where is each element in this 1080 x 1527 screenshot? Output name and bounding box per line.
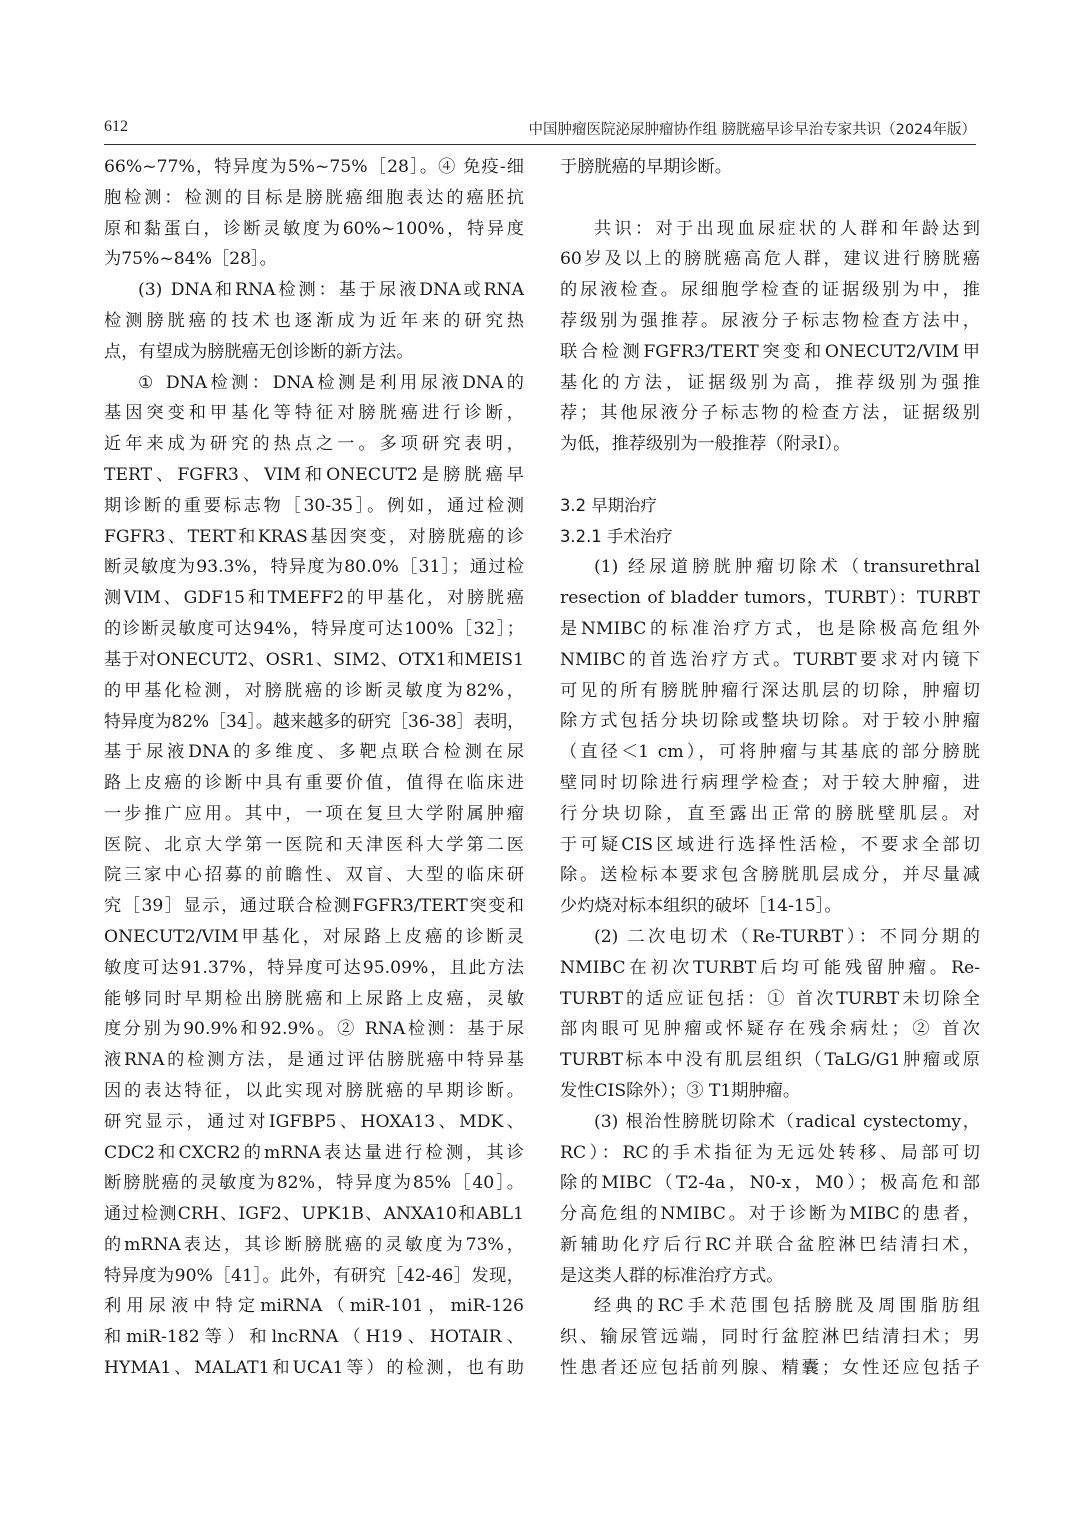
text-line: ① DNA检测：DNA检测是利用尿液DNA的	[138, 372, 524, 393]
text-line: (3) DNA和RNA检测：基于尿液DNA或RNA	[138, 280, 524, 301]
text-line: 一步推广应用。其中，一项在复旦大学附属肿瘤	[104, 803, 524, 824]
text-line: 通过检测CRH、IGF2、UPK1B、ANXA10和ABL1	[104, 1204, 524, 1225]
text-line: 经典的RC手术范围包括膀胱及周围脂肪组	[594, 1296, 980, 1317]
blank-line	[560, 183, 980, 214]
blank-line	[560, 460, 980, 491]
text-line: HYMA1、MALAT1和UCA1等）的检测，也有助	[104, 1358, 524, 1379]
text-line: resection of bladder tumors，TURBT）：TURBT	[560, 588, 980, 609]
text-line: 特异度为82%［34］。越来越多的研究［36-38］表明，	[104, 711, 524, 732]
text-line: 度分别为90.9%和92.9%。② RNA检测：基于尿	[104, 1019, 524, 1040]
text-line: 除的MIBC（T2-4a，N0-x，M0）；极高危和部	[560, 1173, 980, 1194]
running-title: 中国肿瘤医院泌尿肿瘤协作组 膀胱癌早诊早治专家共识（2024年版）	[528, 122, 976, 138]
text-line: NMIBC的首选治疗方式。TURBT要求对内镜下	[560, 649, 980, 670]
running-header	[104, 116, 976, 145]
text-line: 基于尿液DNA的多维度、多靶点联合检测在尿	[104, 742, 524, 763]
page-number: 612	[104, 118, 128, 135]
text-line: 除方式包括分块切除或整块切除。对于较小肿瘤	[560, 711, 980, 732]
text-line: 壁同时切除进行病理学检查；对于较大肿瘤，进	[560, 772, 980, 793]
text-line: 是这类人群的标准治疗方式。	[560, 1265, 784, 1286]
text-line: ONECUT2/VIM甲基化，对尿路上皮癌的诊断灵	[104, 926, 524, 947]
text-line: 点，有望成为膀胱癌无创诊断的新方法。	[104, 341, 414, 362]
text-line: 织、输尿管远端，同时行盆腔淋巴结清扫术；男	[560, 1327, 980, 1348]
consensus-line: 基化的方法，证据级别为高，推荐级别为强推	[560, 372, 980, 393]
consensus-line: 荐；其他尿液分子标志物的检查方法，证据级别	[560, 403, 980, 424]
text-line: 断灵敏度为93.3%，特异度为80.0%［31］；通过检	[104, 557, 524, 578]
text-line: 除。送检标本要求包含膀胱肌层成分，并尽量减	[560, 865, 980, 886]
text-line: 基于对ONECUT2、OSR1、SIM2、OTX1和MEIS1	[104, 649, 524, 670]
consensus-line: 荐级别为强推荐。尿液分子标志物检查方法中，	[560, 310, 980, 331]
text-line: (2) 二次电切术（Re-TURBT）：不同分期的	[594, 926, 980, 947]
section-heading: 3.2 早期治疗	[560, 495, 657, 515]
text-line: 究［39］显示，通过联合检测FGFR3/TERT突变和	[104, 896, 524, 917]
consensus-line: 为低，推荐级别为一般推荐（附录Ⅰ）。	[560, 434, 851, 455]
text-line: TERT、FGFR3、VIM和ONECUT2是膀胱癌早	[104, 464, 524, 485]
text-line: 测VIM、GDF15和TMEFF2的甲基化，对膀胱癌	[104, 588, 524, 609]
consensus-line: 的尿液检查。尿细胞学检查的证据级别为中，推	[560, 280, 980, 301]
text-line: 分高危组的NMIBC。对于诊断为MIBC的患者，	[560, 1204, 980, 1225]
text-line: 的诊断灵敏度可达94%，特异度可达100%［32］；	[104, 618, 524, 639]
text-line: 利用尿液中特定miRNA（miR-101，miR-126	[104, 1296, 524, 1317]
left-column	[104, 152, 524, 1384]
text-line: 性患者还应包括前列腺、精囊；女性还应包括子	[560, 1358, 980, 1379]
text-line: 的mRNA表达，其诊断膀胱癌的灵敏度为73%，	[104, 1234, 524, 1255]
text-line: 因的表达特征，以此实现对膀胱癌的早期诊断。	[104, 1080, 524, 1101]
text-line: 的甲基化检测，对膀胱癌的诊断灵敏度为82%，	[104, 680, 524, 701]
text-line: TURBT标本中没有肌层组织（TaLG/G1肿瘤或原	[560, 1050, 980, 1071]
text-line: 检测膀胱癌的技术也逐渐成为近年来的研究热	[104, 310, 524, 331]
text-line: 胞检测：检测的目标是膀胱癌细胞表达的癌胚抗	[104, 187, 524, 208]
text-line: 近年来成为研究的热点之一。多项研究表明，	[104, 434, 524, 455]
text-line: CDC2和CXCR2的mRNA表达量进行检测，其诊	[104, 1142, 524, 1163]
text-line: 敏度可达91.37%，特异度可达95.09%，且此方法	[104, 957, 524, 978]
text-line: 液RNA的检测方法，是通过评估膀胱癌中特异基	[104, 1050, 524, 1071]
text-line: 基因突变和甲基化等特征对膀胱癌进行诊断，	[104, 403, 524, 424]
text-line: (1) 经尿道膀胱肿瘤切除术（transurethral	[594, 557, 980, 578]
text-line: 特异度为90%［41］。此外，有研究［42-46］发现，	[104, 1265, 524, 1286]
text-line: RC）：RC的手术指征为无远处转移、局部可切	[560, 1142, 980, 1163]
text-line: 部肉眼可见肿瘤或怀疑存在残余病灶；② 首次	[560, 1019, 980, 1040]
text-line: （直径＜1 cm），可将肿瘤与其基底的部分膀胱	[560, 742, 980, 763]
text-line: (3) 根治性膀胱切除术（radical cystectomy，	[594, 1111, 980, 1132]
text-line: NMIBC在初次TURBT后均可能残留肿瘤。Re-	[560, 957, 980, 978]
text-line: 院三家中心招募的前瞻性、双盲、大型的临床研	[104, 865, 524, 886]
text-line: 期诊断的重要标志物［30-35］。例如，通过检测	[104, 495, 524, 516]
text-line: 少灼烧对标本组织的破坏［14-15］。	[560, 896, 842, 917]
text-line: 研究显示，通过对IGFBP5、HOXA13、MDK、	[104, 1111, 524, 1132]
consensus-line: 共识：对于出现血尿症状的人群和年龄达到	[594, 218, 980, 239]
text-line: 新辅助化疗后行RC并联合盆腔淋巴结清扫术，	[560, 1234, 980, 1255]
text-line: 是NMIBC的标准治疗方式，也是除极高危组外	[560, 618, 980, 639]
text-line: FGFR3、TERT和KRAS基因突变，对膀胱癌的诊	[104, 526, 524, 547]
text-line: 路上皮癌的诊断中具有重要价值，值得在临床进	[104, 772, 524, 793]
text-line: 于可疑CIS区域进行选择性活检，不要求全部切	[560, 834, 980, 855]
text-line: 和miR-182等）和lncRNA（H19、HOTAIR、	[104, 1327, 524, 1348]
subsection-heading: 3.2.1 手术治疗	[560, 526, 673, 546]
consensus-line: 联合检测FGFR3/TERT突变和ONECUT2/VIM甲	[560, 341, 980, 362]
text-line: 为75%~84%［28］。	[104, 249, 277, 270]
text-line: 断膀胱癌的灵敏度为82%，特异度为85%［40］。	[104, 1173, 524, 1194]
right-column	[560, 152, 980, 1384]
text-line: 行分块切除，直至露出正常的膀胱壁肌层。对	[560, 803, 980, 824]
text-line: 原和黏蛋白，诊断灵敏度为60%~100%，特异度	[104, 218, 524, 239]
text-line: 66%~77%，特异度为5%~75%［28］。④ 免疫-细	[104, 157, 524, 177]
text-line: TURBT的适应证包括：① 首次TURBT未切除全	[560, 988, 980, 1009]
text-line: 能够同时早期检出膀胱癌和上尿路上皮癌，灵敏	[104, 988, 524, 1009]
text-line: 医院、北京大学第一医院和天津医科大学第二医	[104, 834, 524, 855]
text-line: 于膀胱癌的早期诊断。	[560, 157, 732, 177]
text-line: 发性CIS除外）；③ T1期肿瘤。	[560, 1080, 801, 1101]
text-line: 可见的所有膀胱肿瘤行深达肌层的切除，肿瘤切	[560, 680, 980, 701]
consensus-line: 60岁及以上的膀胱癌高危人群，建议进行膀胱癌	[560, 249, 980, 270]
